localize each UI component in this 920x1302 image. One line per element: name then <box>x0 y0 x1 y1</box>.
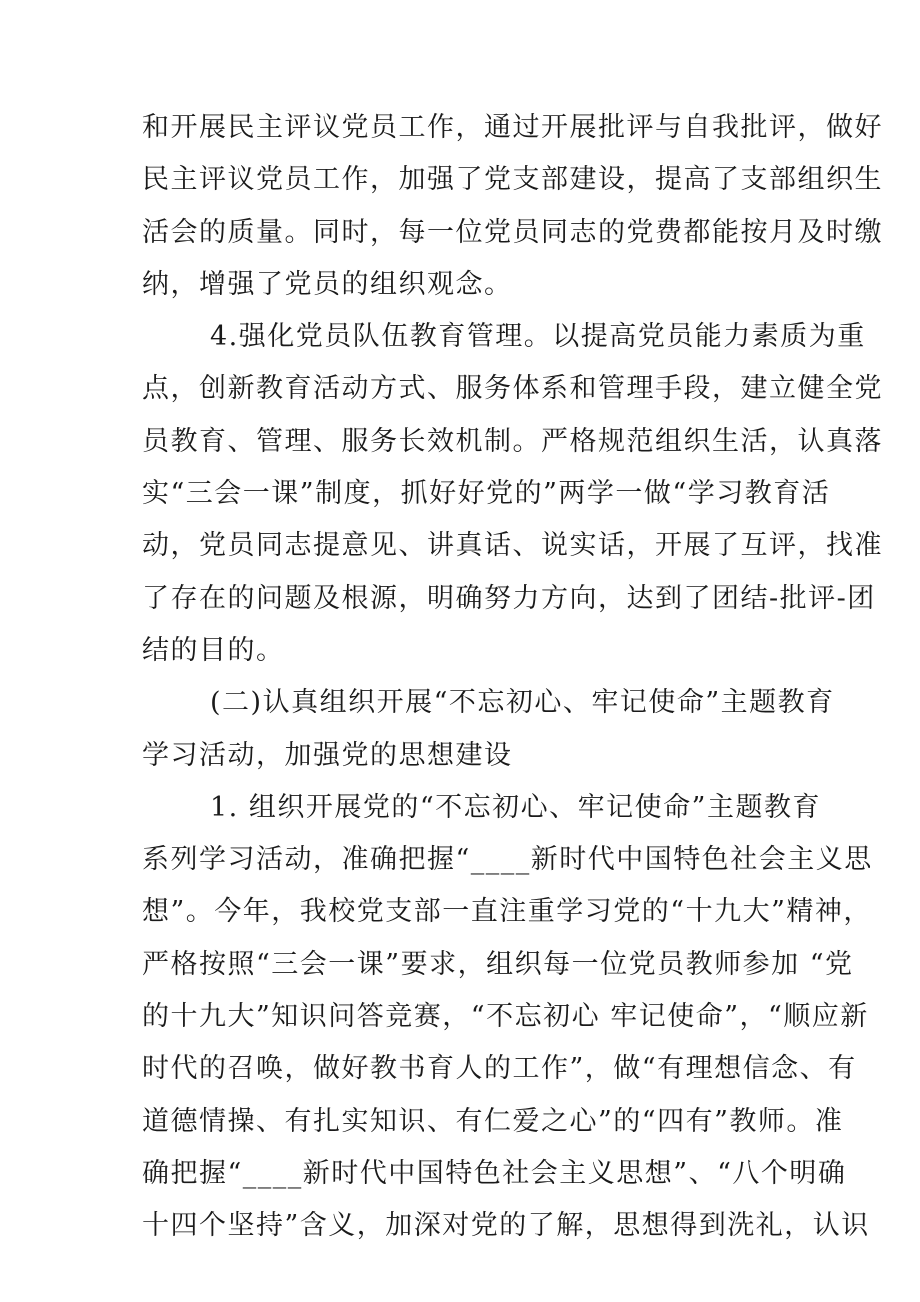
text-line: 确把握“____新时代中国特色社会主义思想”、“八个明确 <box>142 1157 847 1189</box>
text-line: 系列学习活动，准确把握“____新时代中国特色社会主义思 <box>142 844 873 876</box>
text-line: 活会的质量。同时，每一位党员同志的党费都能按月及时缴 <box>142 216 883 248</box>
section-heading-line: 学习活动，加强党的思想建设 <box>142 739 513 771</box>
text-line: 道德情操、有扎实知识、有仁爱之心”的“四有”教师。准 <box>142 1105 844 1137</box>
text-line: 时代的召唤，做好教书育人的工作”，做“有理想信念、有 <box>142 1053 857 1085</box>
text-line: 员教育、管理、服务长效机制。严格规范组织生活，认真落 <box>142 425 883 457</box>
text-line: 了存在的问题及根源，明确努力方向，达到了团结-批评-团 <box>142 582 876 614</box>
text-line: 结的目的。 <box>142 634 285 666</box>
section-heading-line: (二)认真组织开展“不忘初心、牢记使命”主题教育 <box>210 687 835 719</box>
text-line: 实“三会一课”制度，抓好好党的”两学一做“学习教育活 <box>142 478 831 510</box>
text-line: 动，党员同志提意见、讲真话、说实话，开展了互评，找准 <box>142 530 883 562</box>
text-line: 纳，增强了党员的组织观念。 <box>142 268 513 300</box>
text-line: 点，创新教育活动方式、服务体系和管理手段，建立健全党 <box>142 373 883 405</box>
text-line: 和开展民主评议党员工作，通过开展批评与自我批评，做好 <box>142 112 883 143</box>
body-text <box>142 102 883 1253</box>
text-line: 1. 组织开展党的“不忘初心、牢记使命”主题教育 <box>210 791 821 823</box>
text-line: 想”。今年，我校党支部一直注重学习党的“十九大”精神， <box>142 896 872 928</box>
text-line: 民主评议党员工作，加强了党支部建设，提高了支部组织生 <box>142 164 883 196</box>
text-line: 4.强化党员队伍教育管理。以提高党员能力素质为重 <box>210 321 866 353</box>
text-line: 严格按照“三会一课”要求，组织每一位党员教师参加 “党 <box>142 948 854 980</box>
text-line: 的十九大”知识问答竞赛，“不忘初心 牢记使命”，“顺应新 <box>142 1001 869 1033</box>
text-line: 十四个坚持”含义，加深对党的了解，思想得到洗礼，认识 <box>142 1210 870 1242</box>
